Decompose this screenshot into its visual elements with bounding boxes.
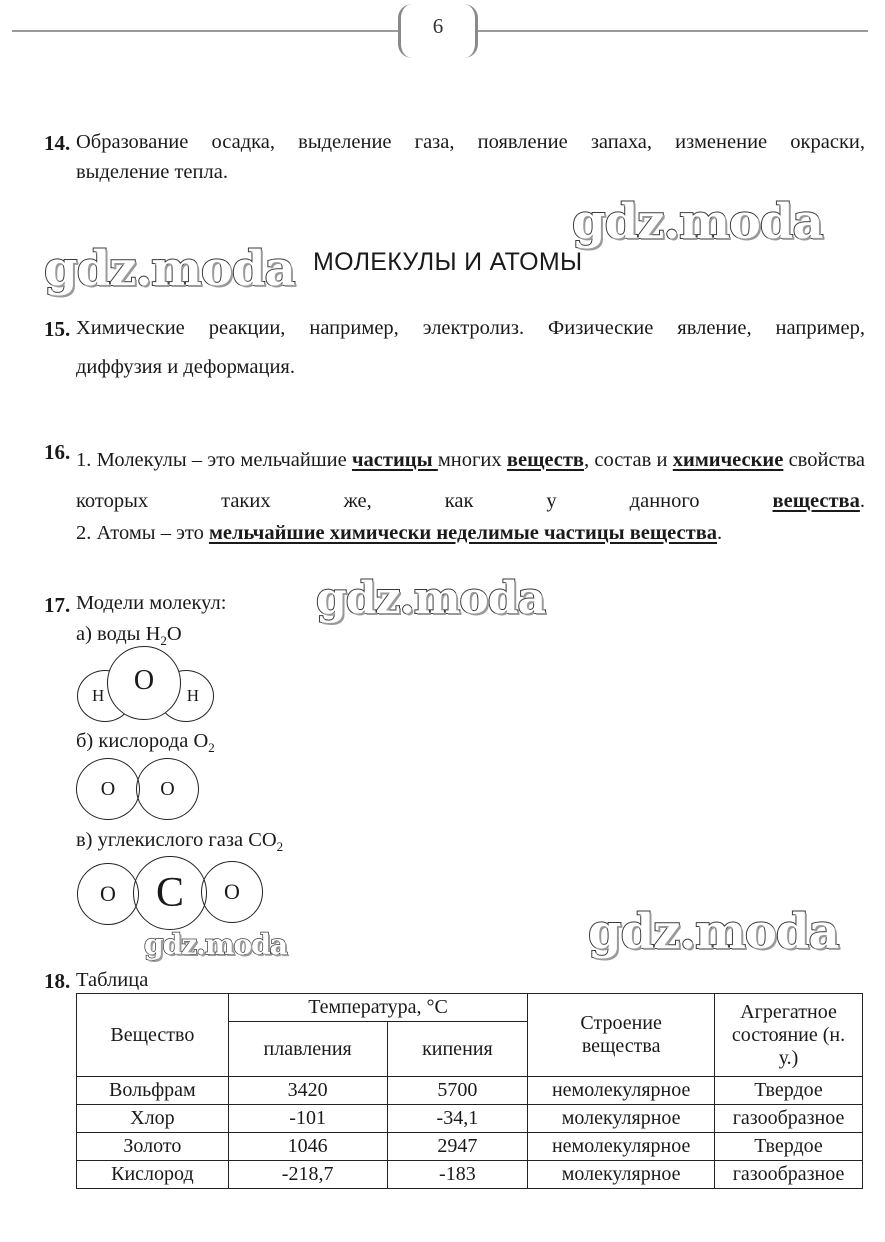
q16-para1 [76, 440, 865, 522]
table-row [77, 1133, 863, 1161]
cell-boiling: 2947 [387, 1133, 528, 1161]
cell-melting: 1046 [228, 1133, 387, 1161]
table-row [77, 1161, 863, 1189]
header-state: Агрегатное состояние (н. у.) [715, 994, 863, 1077]
water-o-atom: O [107, 646, 181, 720]
q16-number: 16. [44, 440, 71, 464]
q17-label-oxygen: б) кислорода $O_2$ [76, 730, 215, 756]
cell-boiling: 5700 [387, 1077, 528, 1105]
cell-substance: Золото [77, 1133, 229, 1161]
co2-c-atom: C [133, 856, 207, 930]
co2-o-left-atom: O [77, 863, 139, 925]
cell-state: Твердое [715, 1133, 863, 1161]
q16-term-particles: частицы [351, 449, 438, 471]
watermark: gdz.moda [44, 241, 295, 297]
q14-number: 14. [44, 131, 71, 155]
header-line-left [12, 30, 398, 32]
cell-structure: немолекулярное [528, 1077, 715, 1105]
watermark: gdz.moda [588, 904, 839, 960]
oxygen-left-atom: O [76, 758, 140, 820]
header-line-right [478, 30, 868, 32]
q16-term-substance: вещества [772, 490, 860, 512]
table-row [77, 1077, 863, 1105]
q14-line2: выделение тепла. [76, 161, 228, 183]
q17-number: 17. [44, 593, 71, 617]
cell-boiling: -183 [387, 1161, 528, 1189]
q17-title: Модели молекул: [76, 592, 227, 614]
q15-number: 15. [44, 317, 71, 341]
section-title: МОЛЕКУЛЫ И АТОМЫ [313, 248, 583, 276]
cell-substance: Кислород [77, 1161, 229, 1189]
page-number: 6 [432, 14, 444, 38]
cell-structure: немолекулярное [528, 1133, 715, 1161]
q16-term-substances: веществ [506, 449, 584, 471]
header-temperature: Температура, °С [228, 994, 527, 1022]
watermark: gdz.moda [316, 573, 546, 624]
water-h-right-atom: H [158, 670, 214, 722]
cell-structure: молекулярное [528, 1105, 715, 1133]
substances-table [76, 993, 863, 1189]
watermark: gdz.moda [572, 194, 823, 250]
q16-para2 [76, 523, 722, 544]
co2-o-right-atom: O [201, 861, 263, 923]
watermark: gdz.moda [144, 928, 287, 961]
cell-state: газообразное [715, 1105, 863, 1133]
table-row [77, 1105, 863, 1133]
oxygen-right-atom: O [136, 758, 199, 820]
q14-line1: Образование осадка, выделение газа, появление запаха, изменение окраски, [76, 131, 865, 153]
water-h-left-atom: H [77, 670, 133, 722]
q16-term-atoms: мельчайшие химически неделимые частицы вещества [208, 522, 718, 544]
q18-title: Таблица [76, 969, 149, 991]
cell-melting: -218,7 [228, 1161, 387, 1189]
q16-text: . [717, 522, 723, 544]
header-melting: плавления [228, 1022, 387, 1077]
q16-term-chemical: химические [672, 449, 784, 471]
header-structure: Строение вещества [528, 994, 715, 1077]
cell-boiling: -34,1 [387, 1105, 528, 1133]
q16-text: 1. Молекулы – это мельчайшие [76, 449, 347, 471]
cell-melting: 3420 [228, 1077, 387, 1105]
q17-label-water: а) воды $H_2O$ [76, 623, 182, 649]
q17-label-co2: в) углекислого газа $CO_2$ [76, 829, 284, 855]
header-substance: Вещество [77, 994, 229, 1077]
q16-text: . [859, 490, 865, 512]
cell-state: газообразное [715, 1161, 863, 1189]
cell-state: Твердое [715, 1077, 863, 1105]
cell-substance: Вольфрам [77, 1077, 229, 1105]
q16-text: 2. Атомы – это [76, 522, 209, 544]
cell-melting: -101 [228, 1105, 387, 1133]
q16-text: свойства которых таких же, как у данного [76, 449, 866, 512]
q15-line1: Химические реакции, например, электролиз. Физические явление, например, [76, 317, 865, 339]
cell-structure: молекулярное [528, 1161, 715, 1189]
q16-text: , состав и [583, 449, 668, 471]
q18-number: 18. [44, 969, 71, 993]
q16-text: многих [437, 449, 502, 471]
cell-substance: Хлор [77, 1105, 229, 1133]
q15-line2: диффузия и деформация. [76, 356, 295, 378]
header-boiling: кипения [387, 1022, 528, 1077]
